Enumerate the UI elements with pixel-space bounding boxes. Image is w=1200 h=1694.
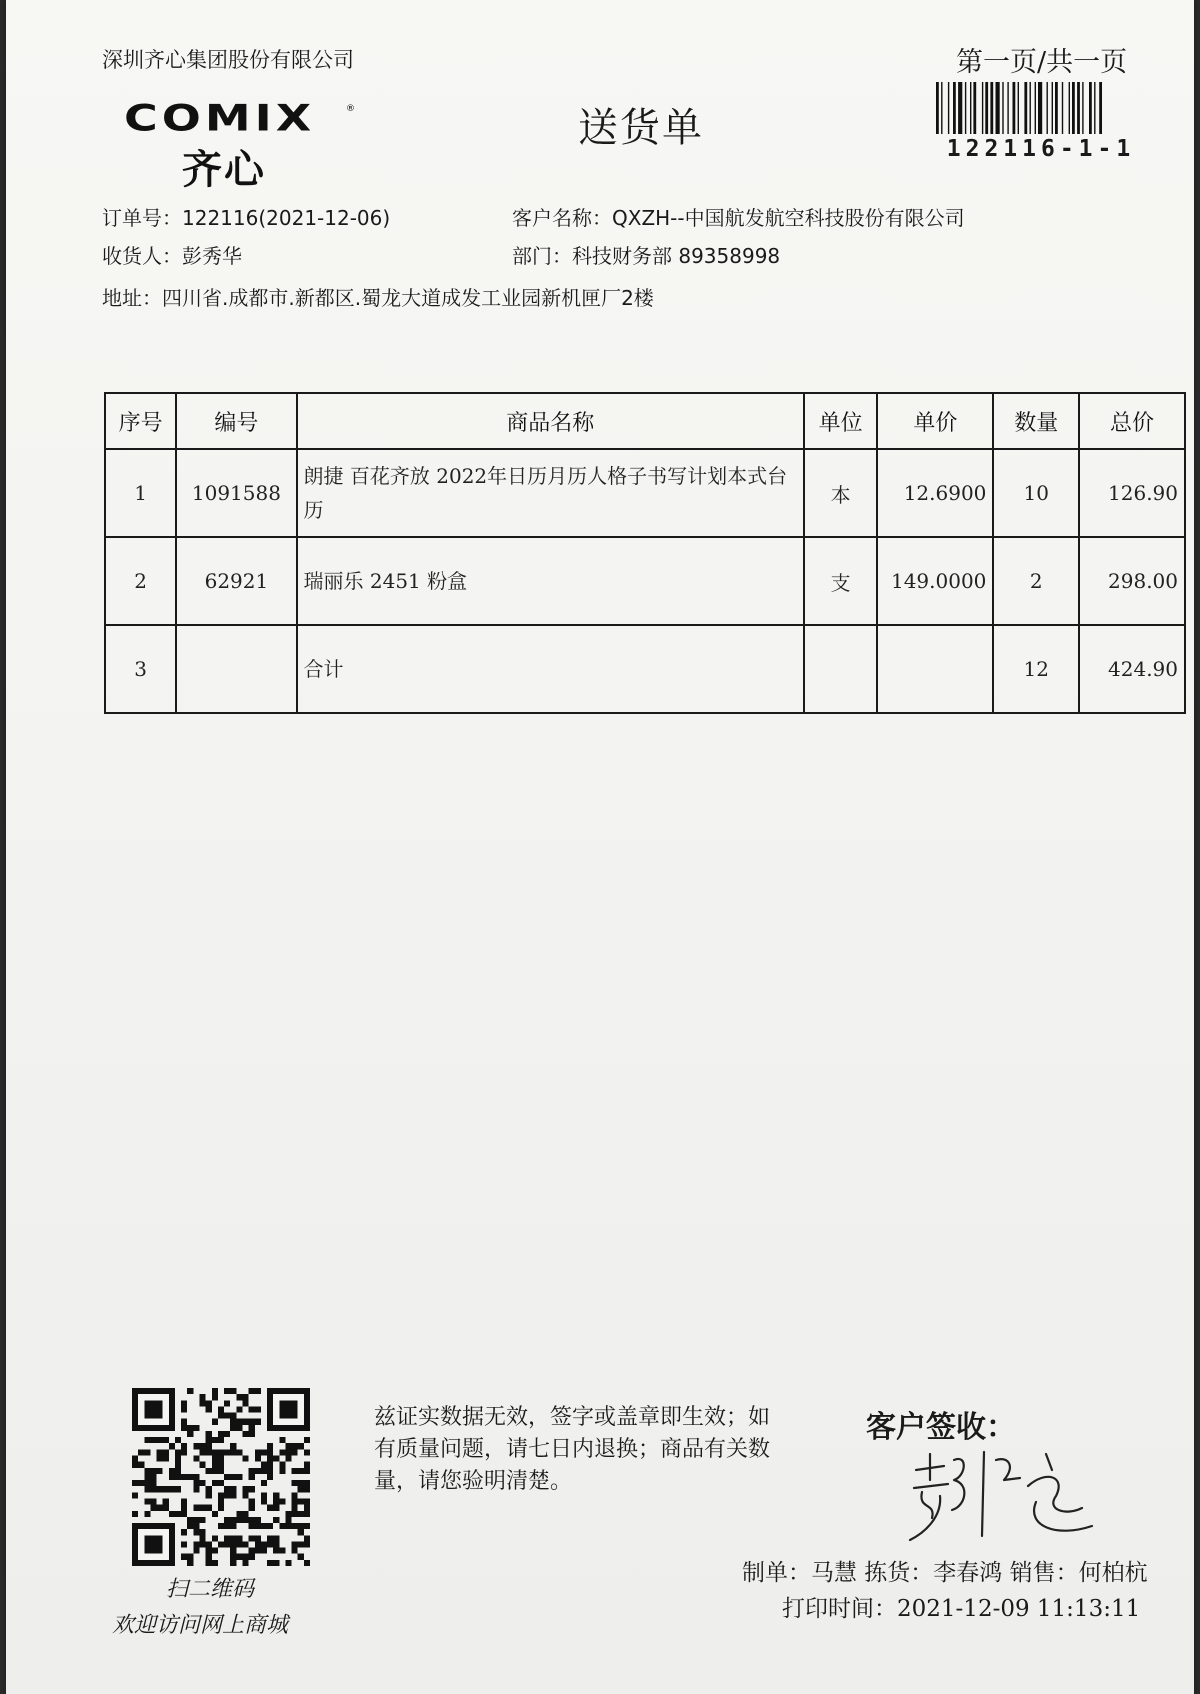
- row-total: 298.00: [1079, 537, 1185, 625]
- row-total: 424.90: [1079, 625, 1185, 713]
- comix-logo: [124, 96, 355, 193]
- staff-info: 制单：马慧 拣货：李春鸿 销售：何柏杭: [742, 1560, 1148, 1586]
- customer-name: 客户名称：QXZH--中国航发航空科技股份有限公司: [512, 206, 965, 230]
- row-unit-price: 12.6900: [877, 449, 993, 537]
- row-quantity: 2: [993, 537, 1079, 625]
- row-code: 1091588: [176, 449, 296, 537]
- document-title: 送货单: [578, 105, 704, 151]
- row-unit-price: 149.0000: [877, 537, 993, 625]
- order-number: 订单号：122116(2021-12-06): [102, 206, 391, 230]
- row-unit: 支: [804, 537, 877, 625]
- header-unit: 单位: [804, 393, 877, 449]
- row-quantity: 12: [993, 625, 1079, 713]
- delivery-note-paper: [6, 0, 1194, 1694]
- table-header-row: [105, 393, 1185, 449]
- table-row: [105, 537, 1185, 625]
- header-seq: 序号: [105, 393, 176, 449]
- row-unit: [804, 625, 877, 713]
- customer-signature-label: 客户签收：: [866, 1410, 1016, 1445]
- table-row-subtotal: [105, 625, 1185, 713]
- header-product-name: 商品名称: [297, 393, 804, 449]
- row-code: [176, 625, 296, 713]
- handwritten-signature: [896, 1440, 1106, 1550]
- qr-caption-scan: 扫二维码: [166, 1577, 255, 1602]
- table-row: [105, 449, 1185, 537]
- qr-caption-welcome: 欢迎访问网上商城: [112, 1613, 289, 1638]
- row-seq: 1: [105, 449, 176, 537]
- page-indicator: 第一页/共一页: [956, 47, 1128, 78]
- logo-text-en: COMIX: [124, 96, 316, 140]
- items-table: [104, 392, 1186, 714]
- header-quantity: 数量: [993, 393, 1079, 449]
- delivery-address: 地址：四川省.成都市.新都区.蜀龙大道成发工业园新机匣厂2楼: [102, 286, 654, 310]
- row-unit: 本: [804, 449, 877, 537]
- row-seq: 3: [105, 625, 176, 713]
- company-name: 深圳齐心集团股份有限公司: [102, 48, 354, 72]
- department: 部门：科技财务部 89358998: [512, 244, 781, 268]
- row-seq: 2: [105, 537, 176, 625]
- barcode-number: 122116-1-1: [946, 136, 1136, 162]
- header-total: 总价: [1079, 393, 1185, 449]
- row-product-name: 合计: [297, 625, 804, 713]
- header-code: 编号: [176, 393, 296, 449]
- barcode-image: [936, 82, 1146, 134]
- registered-mark: ®: [346, 104, 355, 114]
- notice-text: 兹证实数据无效，签字或盖章即生效；如有质量问题，请七日内退换；商品有关数量，请您验明清楚。: [374, 1405, 771, 1494]
- receiver-name: 收货人：彭秀华: [102, 244, 242, 268]
- row-product-name: 朗捷 百花齐放 2022年日历月历人格子书写计划本式台历: [297, 449, 804, 537]
- row-product-name: 瑞丽乐 2451 粉盒: [297, 537, 804, 625]
- row-quantity: 10: [993, 449, 1079, 537]
- logo-text-cn: 齐心: [182, 147, 266, 193]
- row-total: 126.90: [1079, 449, 1185, 537]
- header-unit-price: 单价: [877, 393, 993, 449]
- print-time: 打印时间：2021-12-09 11:13:11: [782, 1596, 1141, 1622]
- row-unit-price: [877, 625, 993, 713]
- row-code: 62921: [176, 537, 296, 625]
- qr-code-image: [132, 1388, 310, 1566]
